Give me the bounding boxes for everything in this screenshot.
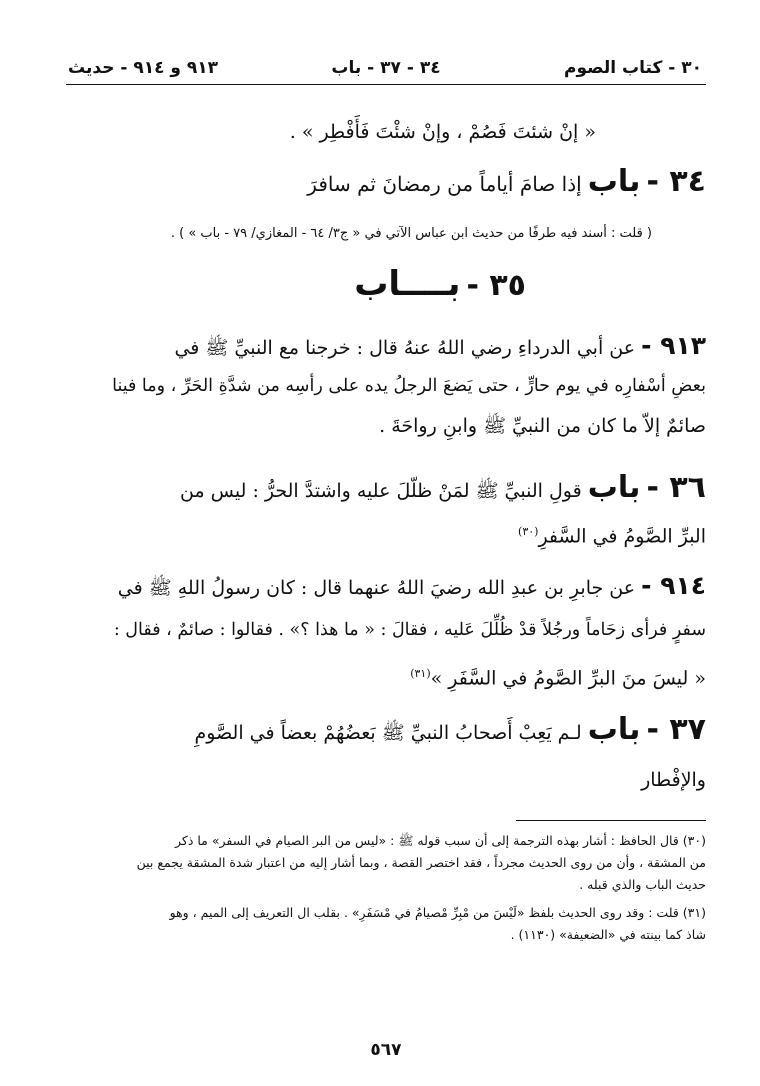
- header-section: ٣٤ - ٣٧ - باب: [331, 58, 441, 78]
- bab-34-heading: [66, 162, 706, 205]
- bab-number: ٣٧ -: [646, 712, 706, 747]
- bab-37-heading: [66, 710, 706, 753]
- bab-title: لـم يَعِبْ أَصحابُ النبيِّ ﷺ بَعضُهُمْ بعضاً في الصَّومِ: [194, 722, 582, 744]
- text-line: « إنْ شئتَ فَصُمْ ، وإنْ شئْتَ فَأَفْطِر » .: [289, 121, 596, 143]
- bab-number: ٣٦ -: [646, 470, 706, 505]
- footnote-separator: [516, 820, 706, 821]
- bab-label: بــــاب: [354, 264, 461, 304]
- footnote-ref[interactable]: (٣١): [410, 667, 431, 680]
- bab-label: باب: [587, 164, 641, 199]
- bab-title: إذا صامَ أياماً من رمضانَ ثم سافرَ: [307, 172, 582, 196]
- bab-37-line2: والإفْطار: [641, 769, 706, 791]
- hadith-913-line1: ٩١٣ - عن أبي الدرداءِ رضي اللهُ عنهُ قال : خرجنا مع النبيِّ ﷺ في: [174, 331, 706, 360]
- header-chapter: ٣٠ - كتاب الصوم: [564, 58, 702, 78]
- footnote-30: (٣٠) قال الحافظ : أشار بهذه الترجمة إلى أن سبب قوله ﷺ : «ليس من البر الصيام في السفر» ما ذكر من المشقة ، وأن من روى الحديث مجرداً ، فقد اختصر القصة ، وبما أشار إليه من اعتبار شدة المشقة يجمع بين حديث الباب والذي قبله .: [136, 833, 706, 892]
- bab-title: قولِ النبيِّ ﷺ لمَنْ ظلّلَ عليه واشتدَّ الحرُّ : ليس من: [179, 480, 582, 502]
- footnote-31: (٣١) قلت : وقد روى الحديث بلفظ «لَيْسَ من مْبِرِّ مْصيامُ في مْسَفَرِ» . بقلب ال التعريف إلى الميم ، وهو شاذ كما بينته في «الضعيفة» (١١٣٠) .: [169, 905, 706, 942]
- page-number: ٥٦٧: [370, 1040, 402, 1060]
- bab-36-line2: البرِّ الصَّومُ في السَّفرِ$^{(٣٠)}$: [518, 525, 706, 548]
- bab-label: باب: [587, 470, 641, 505]
- hadith-914-line2: سفرٍ فرأى زحَاماً ورجُلاً قدْ ظُلِّلَ عَليه ، فقالَ : « ما هذا ؟» . فقالوا : صائمٌ ، فقال :: [113, 620, 706, 640]
- bab-label: باب: [587, 712, 641, 747]
- hadith-number: ٩١٣ -: [641, 331, 706, 360]
- hadith-913-line2: بعضِ أسْفارِه في يوم حارٍّ ، حتى يَضعَ الرجلُ يده على رأسِه من شدَّةِ الحَرِّ ، وما فينا: [112, 376, 706, 396]
- book-page: [66, 50, 706, 1070]
- hadith-914-line3: « ليسَ منَ البرِّ الصَّومُ في السَّفَرِ »$^{(٣١)}$: [410, 667, 706, 690]
- hadith-number: ٩١٤ -: [641, 571, 706, 600]
- header-hadith-range: ٩١٣ و ٩١٤ - حديث: [68, 58, 219, 78]
- bab-34-note: ( قلت : أسند فيه طرفًا من حديث ابن عباس الآتي في « ج٣/ ٦٤ - المغازي/ ٧٩ - باب » ) .: [170, 226, 652, 241]
- running-header: [66, 50, 706, 85]
- bab-36-heading: [66, 468, 706, 511]
- bab-number: ٣٤ -: [646, 164, 706, 199]
- footnote-ref[interactable]: (٣٠): [518, 525, 539, 538]
- bab-number: ٣٥ -: [466, 268, 526, 303]
- bab-35-heading: [66, 264, 706, 309]
- hadith-914-line1: ٩١٤ - عن جابرِ بن عبدِ الله رضيَ اللهُ عنهما قال : كان رسولُ اللهِ ﷺ في: [117, 571, 706, 600]
- hadith-913-line3: صائمٌ إلاّ ما كان من النبيِّ ﷺ وابنِ رواحَةَ .: [379, 415, 706, 437]
